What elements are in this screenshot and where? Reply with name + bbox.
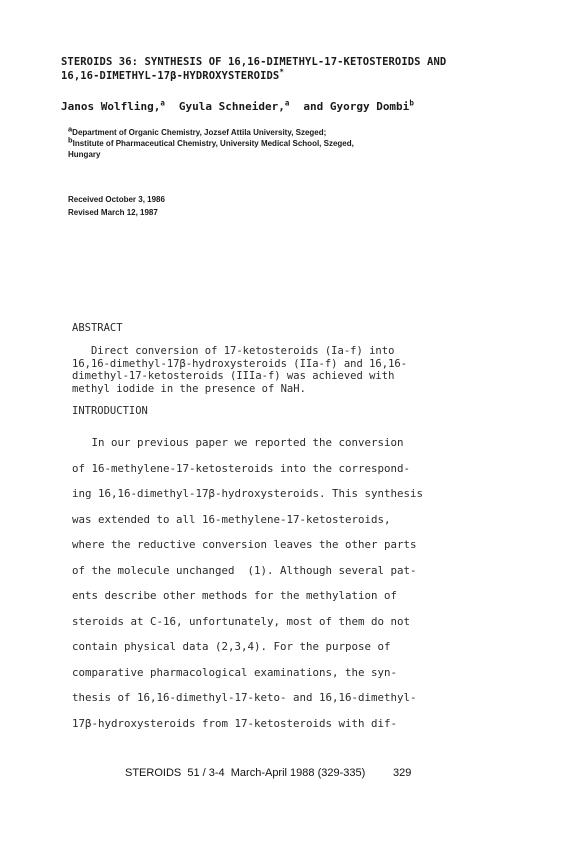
introduction-line: of the molecule unchanged (1). Although several pat- bbox=[72, 563, 417, 577]
affiliation-text: Hungary bbox=[68, 150, 101, 159]
author-affiliation-mark: a bbox=[160, 98, 165, 108]
abstract-line: 16,16-dimethyl-17β-hydroxysteroids (IIa-f) and 16,16- bbox=[72, 357, 408, 370]
introduction-line: 17β-hydroxysteroids from 17-ketosteroids with dif- bbox=[72, 716, 398, 730]
introduction-line: contain physical data (2,3,4). For the purpose of bbox=[72, 640, 391, 653]
introduction-line: steroids at C-16, unfortunately, most of them do not bbox=[72, 614, 411, 628]
introduction-line: comparative pharmacological examinations, the syn- bbox=[72, 665, 398, 679]
abstract-body bbox=[72, 345, 512, 395]
introduction-line: thesis of 16,16-dimethyl-17-keto- and 16,16-dimethyl- bbox=[72, 691, 417, 704]
affiliation-line bbox=[68, 149, 508, 160]
article-title bbox=[61, 55, 531, 83]
author-list bbox=[61, 100, 414, 114]
affiliation-mark: b bbox=[68, 135, 73, 145]
introduction-line: of 16-methylene-17-ketosteroids into the correspond- bbox=[72, 461, 411, 475]
affiliation-line bbox=[68, 124, 508, 138]
journal-citation: STEROIDS 51 / 3-4 March-April 1988 (329-335) bbox=[125, 767, 366, 779]
introduction-line: ents describe other methods for the methylation of bbox=[72, 589, 398, 602]
introduction-line: where the reductive conversion leaves the other parts bbox=[72, 538, 417, 551]
introduction-body bbox=[72, 430, 512, 736]
affiliation-text: Institute of Pharmaceutical Chemistry, University Medical School, Szeged, bbox=[72, 139, 354, 148]
received-date: Received October 3, 1986 bbox=[68, 195, 165, 204]
title-line-1: STEROIDS 36: SYNTHESIS OF 16,16-DIMETHYL-17-KETOSTEROIDS AND bbox=[61, 56, 447, 68]
affiliation-mark: a bbox=[68, 124, 73, 134]
abstract-line: methyl iodide in the presence of NaH. bbox=[72, 382, 306, 395]
author-affiliation-mark: b bbox=[409, 98, 414, 108]
title-footnote-mark: * bbox=[279, 67, 284, 77]
introduction-line: was extended to all 16-methylene-17-ketosteroids, bbox=[72, 512, 391, 526]
author-affiliation-mark: a bbox=[284, 98, 290, 108]
introduction-heading: INTRODUCTION bbox=[72, 405, 148, 417]
abstract-line: dimethyl-17-ketosteroids (IIIa-f) was achieved with bbox=[72, 370, 395, 382]
page-number: 329 bbox=[393, 767, 412, 779]
revised-date: Revised March 12, 1987 bbox=[68, 208, 158, 217]
introduction-line: In our previous paper we reported the conversion bbox=[72, 436, 404, 449]
author-name: and Gyorgy Dombi bbox=[303, 100, 410, 113]
introduction-line: ing 16,16-dimethyl-17β-hydroxysteroids. This synthesis bbox=[72, 487, 424, 500]
affiliation-line bbox=[68, 135, 508, 149]
title-line-2 bbox=[61, 69, 531, 83]
abstract-heading: ABSTRACT bbox=[72, 322, 123, 334]
affiliations bbox=[68, 124, 508, 160]
abstract-line: Direct conversion of 17-ketosteroids (Ia-f) into bbox=[72, 345, 395, 357]
author-name: Gyula Schneider, bbox=[178, 100, 285, 113]
submission-dates bbox=[68, 193, 165, 219]
page-footer bbox=[125, 767, 412, 779]
title-line-2-text: 16,16-DIMETHYL-17β-HYDROXYSTEROIDS bbox=[61, 70, 280, 82]
affiliation-text: Department of Organic Chemistry, Jozsef Attila University, Szeged; bbox=[72, 128, 327, 137]
author-name: Janos Wolfling, bbox=[61, 100, 161, 113]
